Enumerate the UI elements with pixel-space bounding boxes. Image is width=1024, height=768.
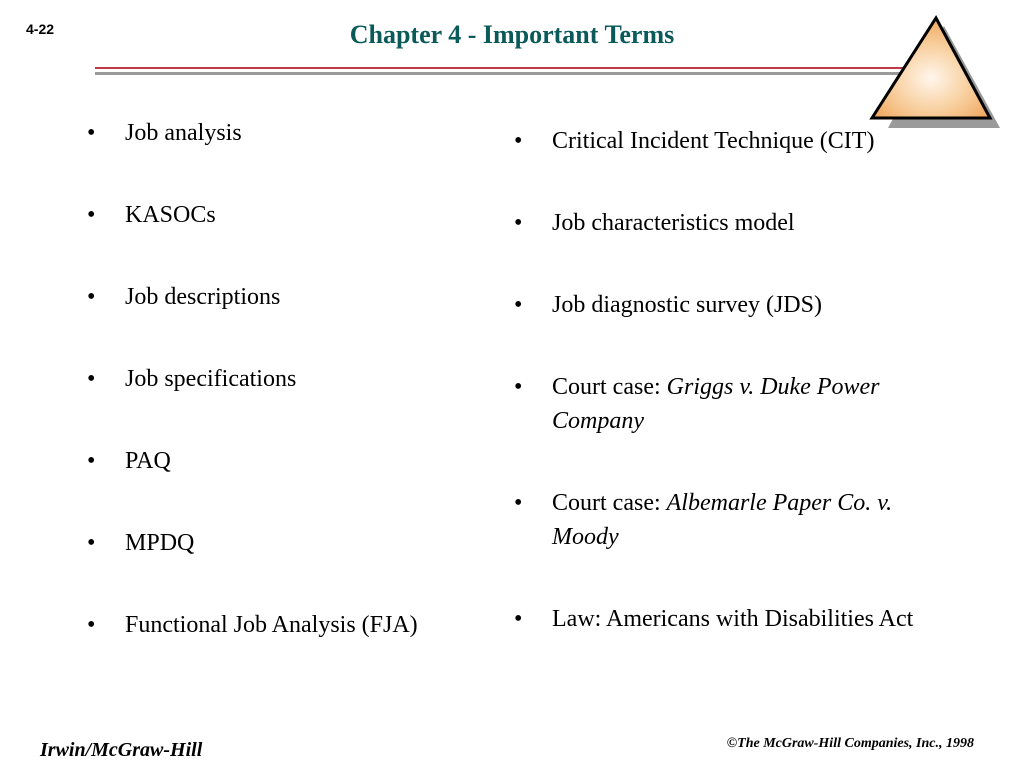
- list-item: • MPDQ: [87, 526, 487, 560]
- list-item: [514, 206, 914, 240]
- list-item: [514, 124, 914, 158]
- case-name: Griggs v. Duke Power Company: [552, 374, 880, 434]
- term-text: Job diagnostic survey (JDS): [552, 292, 822, 318]
- list-item: • Job analysis: [87, 116, 487, 150]
- list-item: [514, 370, 914, 438]
- left-term-list: [87, 116, 487, 690]
- list-item: [514, 288, 914, 322]
- slide-number: 4-22: [26, 21, 55, 37]
- term-text: Job characteristics model: [552, 210, 795, 236]
- right-term-list: [514, 124, 914, 684]
- title-divider-gray: [95, 72, 905, 75]
- triangle-logo-icon: [866, 14, 1006, 134]
- list-item: • KASOCs: [87, 198, 487, 232]
- list-item: [514, 602, 914, 636]
- list-item: • Job specifications: [87, 362, 487, 396]
- list-item: • Functional Job Analysis (FJA): [87, 608, 487, 642]
- case-name: Albemarle Paper Co. v. Moody: [552, 490, 893, 550]
- term-text: Court case:: [552, 490, 667, 516]
- publisher-footer: Irwin/McGraw-Hill: [40, 739, 203, 761]
- page-title: Chapter 4 - Important Terms: [349, 20, 675, 49]
- list-item: [514, 486, 914, 554]
- term-text: Court case:: [552, 374, 667, 400]
- term-text: Critical Incident Technique (CIT): [552, 128, 875, 154]
- term-text: Law: Americans with Disabilities Act: [552, 606, 914, 632]
- copyright-footer: ©The McGraw-Hill Companies, Inc., 1998: [726, 736, 974, 751]
- list-item: • PAQ: [87, 444, 487, 478]
- list-item: • Job descriptions: [87, 280, 487, 314]
- title-divider-red: [95, 67, 905, 69]
